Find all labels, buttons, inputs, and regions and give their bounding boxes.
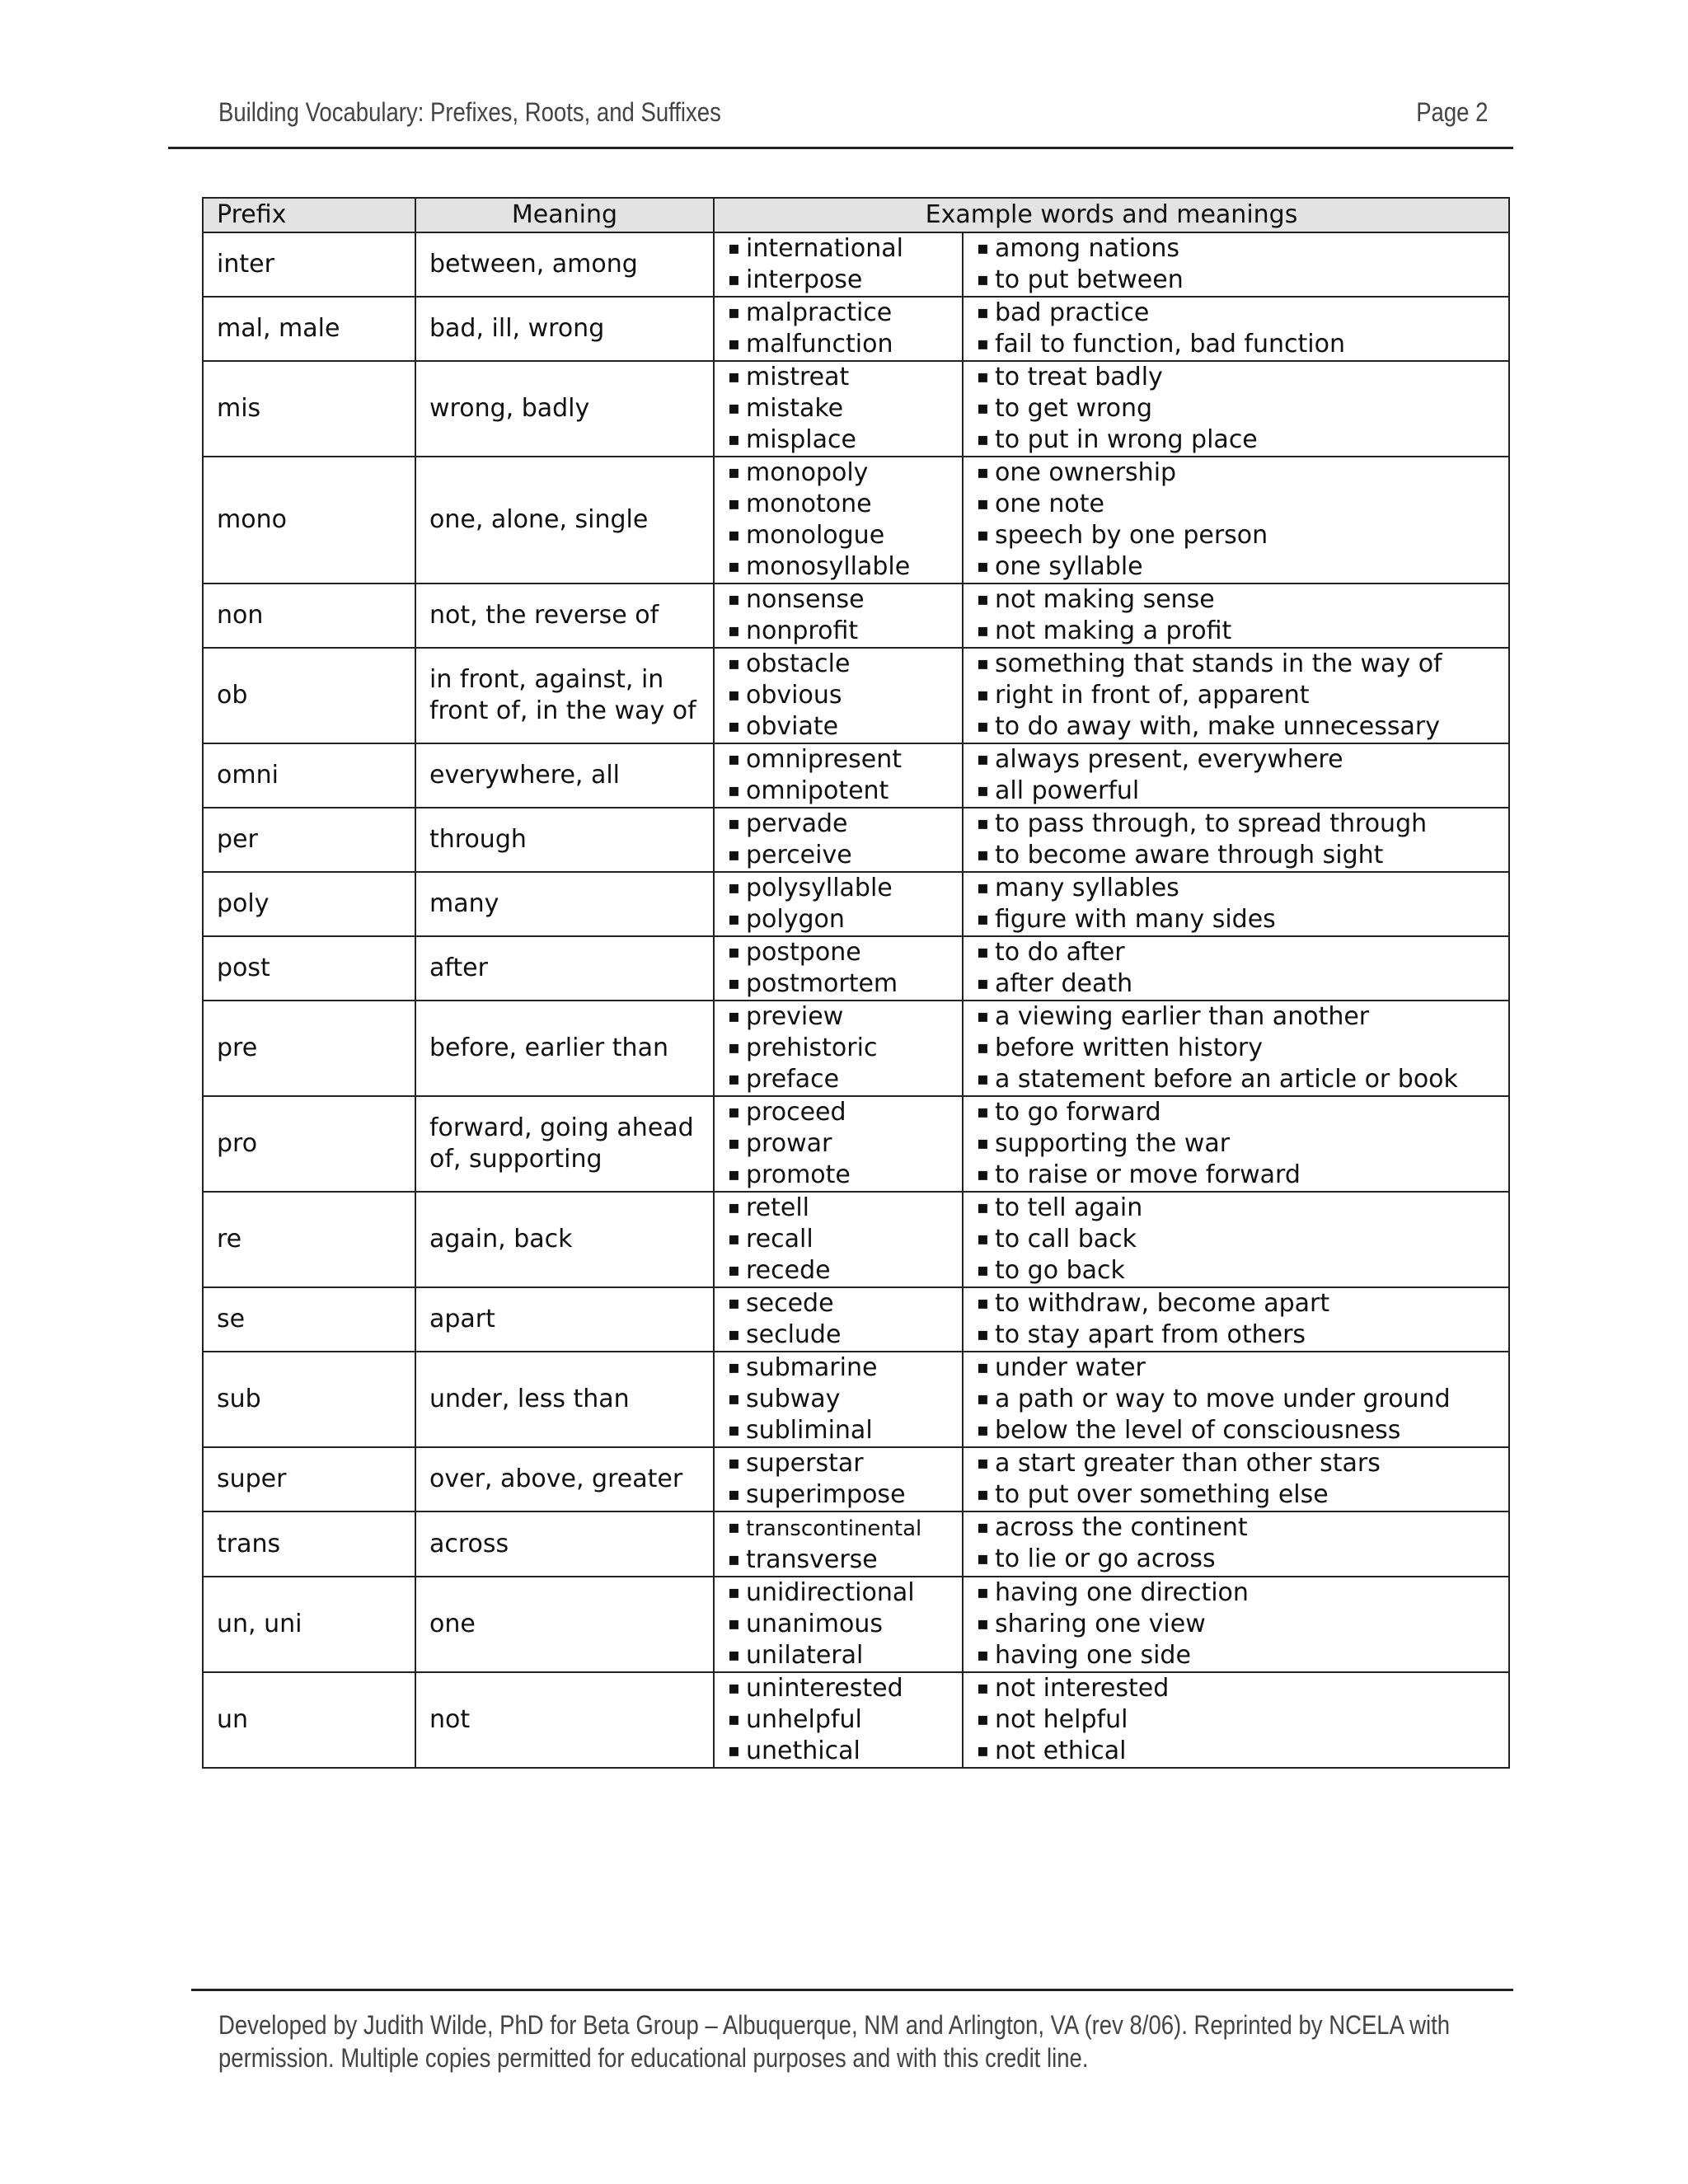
meaning-cell: not bbox=[415, 1672, 714, 1768]
meaning-cell: after bbox=[415, 936, 714, 1001]
example-word: ▪ seclude bbox=[728, 1319, 952, 1351]
example-definition: ▪ having one side bbox=[977, 1640, 1498, 1671]
meaning-cell: many bbox=[415, 872, 714, 936]
example-definitions-cell bbox=[963, 808, 1509, 872]
example-word: ▪ international bbox=[728, 233, 952, 265]
prefix-cell: super bbox=[203, 1447, 415, 1511]
table-row bbox=[203, 1192, 1509, 1287]
example-word: ▪ monotone bbox=[728, 489, 952, 520]
prefix-cell: un bbox=[203, 1672, 415, 1768]
example-definitions-cell bbox=[963, 1001, 1509, 1096]
example-definition: ▪ to treat badly bbox=[977, 362, 1498, 393]
example-definitions-cell bbox=[963, 232, 1509, 297]
example-words-cell bbox=[714, 297, 963, 361]
example-word: ▪ interpose bbox=[728, 265, 952, 296]
table-body bbox=[203, 232, 1509, 1768]
table-row bbox=[203, 1511, 1509, 1577]
example-definition: ▪ sharing one view bbox=[977, 1609, 1498, 1640]
example-words-cell bbox=[714, 1001, 963, 1096]
example-definition: ▪ always present, everywhere bbox=[977, 744, 1498, 776]
example-words-cell bbox=[714, 648, 963, 743]
example-definitions-cell bbox=[963, 457, 1509, 583]
meaning-cell: apart bbox=[415, 1287, 714, 1352]
example-word: ▪ monopoly bbox=[728, 457, 952, 489]
example-words-cell bbox=[714, 232, 963, 297]
example-words-cell bbox=[714, 1447, 963, 1511]
example-word: ▪ nonsense bbox=[728, 584, 952, 616]
example-definition: ▪ one syllable bbox=[977, 551, 1498, 583]
example-word: ▪ subliminal bbox=[728, 1415, 952, 1446]
example-words-cell bbox=[714, 1287, 963, 1352]
header-rule bbox=[168, 147, 1513, 149]
table-header-row bbox=[203, 198, 1509, 232]
example-definition: ▪ not interested bbox=[977, 1673, 1498, 1704]
example-word: ▪ monosyllable bbox=[728, 551, 952, 583]
table-row bbox=[203, 1352, 1509, 1447]
prefix-cell: post bbox=[203, 936, 415, 1001]
example-words-cell bbox=[714, 1192, 963, 1287]
example-words-cell bbox=[714, 808, 963, 872]
prefix-cell: sub bbox=[203, 1352, 415, 1447]
example-word: ▪ misplace bbox=[728, 424, 952, 456]
column-header-prefix: Prefix bbox=[203, 198, 415, 232]
credit-line: Developed by Judith Wilde, PhD for Beta Group – Albuquerque, NM and Arlington, VA (rev 8/06). Reprinted by NCELA with permission. Multiple copies permitted for educational purposes and with this credit line. bbox=[218, 2010, 1451, 2073]
example-words-cell bbox=[714, 583, 963, 648]
example-words-cell bbox=[714, 1096, 963, 1192]
example-words-cell bbox=[714, 1352, 963, 1447]
example-word: ▪ proceed bbox=[728, 1097, 952, 1128]
example-definitions-cell bbox=[963, 1287, 1509, 1352]
example-definition: ▪ to do away with, make unnecessary bbox=[977, 711, 1498, 743]
example-definitions-cell bbox=[963, 1672, 1509, 1768]
prefix-cell: re bbox=[203, 1192, 415, 1287]
meaning-cell: in front, against, in front of, in the way of bbox=[415, 648, 714, 743]
prefix-cell: pre bbox=[203, 1001, 415, 1096]
example-word: ▪ postpone bbox=[728, 937, 952, 968]
table-row bbox=[203, 872, 1509, 936]
meaning-cell: before, earlier than bbox=[415, 1001, 714, 1096]
example-word: ▪ secede bbox=[728, 1288, 952, 1319]
example-definitions-cell bbox=[963, 297, 1509, 361]
table-row bbox=[203, 1001, 1509, 1096]
example-definition: ▪ a viewing earlier than another bbox=[977, 1001, 1498, 1033]
example-definition: ▪ to lie or go across bbox=[977, 1544, 1498, 1575]
example-definition: ▪ to stay apart from others bbox=[977, 1319, 1498, 1351]
prefix-cell: pro bbox=[203, 1096, 415, 1192]
example-definition: ▪ speech by one person bbox=[977, 520, 1498, 551]
example-definitions-cell bbox=[963, 1577, 1509, 1672]
example-definition: ▪ one note bbox=[977, 489, 1498, 520]
example-definition: ▪ many syllables bbox=[977, 873, 1498, 904]
example-definition: ▪ after death bbox=[977, 968, 1498, 1000]
example-word: ▪ nonprofit bbox=[728, 616, 952, 647]
meaning-cell: through bbox=[415, 808, 714, 872]
example-definition: ▪ to put in wrong place bbox=[977, 424, 1498, 456]
table-row bbox=[203, 457, 1509, 583]
example-word: ▪ monologue bbox=[728, 520, 952, 551]
example-word: ▪ superimpose bbox=[728, 1479, 952, 1511]
example-definition: ▪ supporting the war bbox=[977, 1128, 1498, 1160]
example-word: ▪ prowar bbox=[728, 1128, 952, 1160]
example-definition: ▪ across the continent bbox=[977, 1512, 1498, 1544]
example-words-cell bbox=[714, 457, 963, 583]
example-definition: ▪ to go back bbox=[977, 1255, 1498, 1286]
document-title: Building Vocabulary: Prefixes, Roots, and Suffixes bbox=[218, 97, 721, 127]
example-words-cell bbox=[714, 1511, 963, 1577]
table-row bbox=[203, 1577, 1509, 1672]
example-word: ▪ superstar bbox=[728, 1448, 952, 1479]
example-definition: ▪ among nations bbox=[977, 233, 1498, 265]
table-row bbox=[203, 1287, 1509, 1352]
example-definition: ▪ bad practice bbox=[977, 298, 1498, 329]
example-definition: ▪ under water bbox=[977, 1352, 1498, 1384]
example-word: ▪ omnipotent bbox=[728, 776, 952, 807]
example-definition: ▪ a statement before an article or book bbox=[977, 1064, 1498, 1095]
example-word: ▪ preface bbox=[728, 1064, 952, 1095]
example-word: ▪ recall bbox=[728, 1224, 952, 1255]
example-definitions-cell bbox=[963, 1447, 1509, 1511]
table-row bbox=[203, 583, 1509, 648]
example-definition: ▪ below the level of consciousness bbox=[977, 1415, 1498, 1446]
prefix-table bbox=[202, 197, 1510, 1769]
example-word: ▪ obviate bbox=[728, 711, 952, 743]
table-row bbox=[203, 648, 1509, 743]
example-definition: ▪ something that stands in the way of bbox=[977, 649, 1498, 680]
footer-rule bbox=[191, 1989, 1513, 1991]
example-word: ▪ mistake bbox=[728, 393, 952, 424]
example-words-cell bbox=[714, 872, 963, 936]
meaning-cell: not, the reverse of bbox=[415, 583, 714, 648]
example-words-cell bbox=[714, 1672, 963, 1768]
example-definition: ▪ not making sense bbox=[977, 584, 1498, 616]
prefix-cell: non bbox=[203, 583, 415, 648]
example-definition: ▪ right in front of, apparent bbox=[977, 680, 1498, 711]
example-definition: ▪ a start greater than other stars bbox=[977, 1448, 1498, 1479]
example-word: ▪ polysyllable bbox=[728, 873, 952, 904]
prefix-cell: mono bbox=[203, 457, 415, 583]
table-row bbox=[203, 1096, 1509, 1192]
page-header bbox=[218, 97, 1488, 138]
example-definition: ▪ to become aware through sight bbox=[977, 840, 1498, 871]
example-word: ▪ transverse bbox=[728, 1544, 952, 1576]
example-word: ▪ submarine bbox=[728, 1352, 952, 1384]
meaning-cell: over, above, greater bbox=[415, 1447, 714, 1511]
example-definitions-cell bbox=[963, 1096, 1509, 1192]
meaning-cell: everywhere, all bbox=[415, 743, 714, 808]
table-row bbox=[203, 743, 1509, 808]
example-definition: ▪ not helpful bbox=[977, 1704, 1498, 1736]
example-words-cell bbox=[714, 936, 963, 1001]
example-definitions-cell bbox=[963, 872, 1509, 936]
example-definition: ▪ to put over something else bbox=[977, 1479, 1498, 1511]
table-row bbox=[203, 1672, 1509, 1768]
example-word: ▪ subway bbox=[728, 1384, 952, 1415]
example-definition: ▪ a path or way to move under ground bbox=[977, 1384, 1498, 1415]
example-word: ▪ uninterested bbox=[728, 1673, 952, 1704]
meaning-cell: between, among bbox=[415, 232, 714, 297]
example-word: ▪ obstacle bbox=[728, 649, 952, 680]
prefix-cell: trans bbox=[203, 1511, 415, 1577]
example-definitions-cell bbox=[963, 361, 1509, 457]
example-definitions-cell bbox=[963, 583, 1509, 648]
example-definition: ▪ to tell again bbox=[977, 1193, 1498, 1224]
example-definition: ▪ to put between bbox=[977, 265, 1498, 296]
column-header-examples: Example words and meanings bbox=[714, 198, 1509, 232]
table-row bbox=[203, 936, 1509, 1001]
example-definition: ▪ before written history bbox=[977, 1033, 1498, 1064]
example-word: ▪ transcontinental bbox=[728, 1512, 952, 1544]
example-words-cell bbox=[714, 1577, 963, 1672]
prefix-cell: mal, male bbox=[203, 297, 415, 361]
meaning-cell: across bbox=[415, 1511, 714, 1577]
example-definition: ▪ all powerful bbox=[977, 776, 1498, 807]
example-definition: ▪ one ownership bbox=[977, 457, 1498, 489]
column-header-meaning: Meaning bbox=[415, 198, 714, 232]
example-definition: ▪ fail to function, bad function bbox=[977, 329, 1498, 360]
example-word: ▪ unhelpful bbox=[728, 1704, 952, 1736]
example-word: ▪ unidirectional bbox=[728, 1577, 952, 1609]
example-word: ▪ unethical bbox=[728, 1736, 952, 1767]
example-words-cell bbox=[714, 361, 963, 457]
prefix-cell: ob bbox=[203, 648, 415, 743]
prefix-cell: se bbox=[203, 1287, 415, 1352]
example-word: ▪ perceive bbox=[728, 840, 952, 871]
meaning-cell: one bbox=[415, 1577, 714, 1672]
example-definition: ▪ to go forward bbox=[977, 1097, 1498, 1128]
example-word: ▪ prehistoric bbox=[728, 1033, 952, 1064]
example-word: ▪ retell bbox=[728, 1193, 952, 1224]
example-definition: ▪ not making a profit bbox=[977, 616, 1498, 647]
prefix-cell: inter bbox=[203, 232, 415, 297]
prefix-cell: mis bbox=[203, 361, 415, 457]
example-definitions-cell bbox=[963, 936, 1509, 1001]
example-definition: ▪ to call back bbox=[977, 1224, 1498, 1255]
table-row bbox=[203, 808, 1509, 872]
table-row bbox=[203, 1447, 1509, 1511]
example-definitions-cell bbox=[963, 743, 1509, 808]
example-word: ▪ omnipresent bbox=[728, 744, 952, 776]
prefix-cell: omni bbox=[203, 743, 415, 808]
meaning-cell: one, alone, single bbox=[415, 457, 714, 583]
page-number: Page 2 bbox=[1415, 97, 1488, 127]
meaning-cell: under, less than bbox=[415, 1352, 714, 1447]
example-word: ▪ pervade bbox=[728, 808, 952, 840]
prefix-cell: poly bbox=[203, 872, 415, 936]
example-word: ▪ mistreat bbox=[728, 362, 952, 393]
table-row bbox=[203, 232, 1509, 297]
example-word: ▪ recede bbox=[728, 1255, 952, 1286]
example-definition: ▪ figure with many sides bbox=[977, 904, 1498, 935]
example-definition: ▪ to get wrong bbox=[977, 393, 1498, 424]
example-word: ▪ malfunction bbox=[728, 329, 952, 360]
prefix-cell: per bbox=[203, 808, 415, 872]
example-definition: ▪ not ethical bbox=[977, 1736, 1498, 1767]
example-word: ▪ promote bbox=[728, 1160, 952, 1191]
example-definitions-cell bbox=[963, 1352, 1509, 1447]
example-definition: ▪ to do after bbox=[977, 937, 1498, 968]
example-word: ▪ obvious bbox=[728, 680, 952, 711]
example-definitions-cell bbox=[963, 1511, 1509, 1577]
example-definitions-cell bbox=[963, 1192, 1509, 1287]
meaning-cell: forward, going ahead of, supporting bbox=[415, 1096, 714, 1192]
example-definition: ▪ to pass through, to spread through bbox=[977, 808, 1498, 840]
example-definition: ▪ having one direction bbox=[977, 1577, 1498, 1609]
meaning-cell: again, back bbox=[415, 1192, 714, 1287]
example-word: ▪ malpractice bbox=[728, 298, 952, 329]
table-row bbox=[203, 361, 1509, 457]
meaning-cell: bad, ill, wrong bbox=[415, 297, 714, 361]
table-row bbox=[203, 297, 1509, 361]
example-word: ▪ polygon bbox=[728, 904, 952, 935]
example-word: ▪ preview bbox=[728, 1001, 952, 1033]
example-definitions-cell bbox=[963, 648, 1509, 743]
example-word: ▪ postmortem bbox=[728, 968, 952, 1000]
example-word: ▪ unanimous bbox=[728, 1609, 952, 1640]
meaning-cell: wrong, badly bbox=[415, 361, 714, 457]
example-definition: ▪ to withdraw, become apart bbox=[977, 1288, 1498, 1319]
example-word: ▪ unilateral bbox=[728, 1640, 952, 1671]
example-definition: ▪ to raise or move forward bbox=[977, 1160, 1498, 1191]
example-words-cell bbox=[714, 743, 963, 808]
prefix-cell: un, uni bbox=[203, 1577, 415, 1672]
